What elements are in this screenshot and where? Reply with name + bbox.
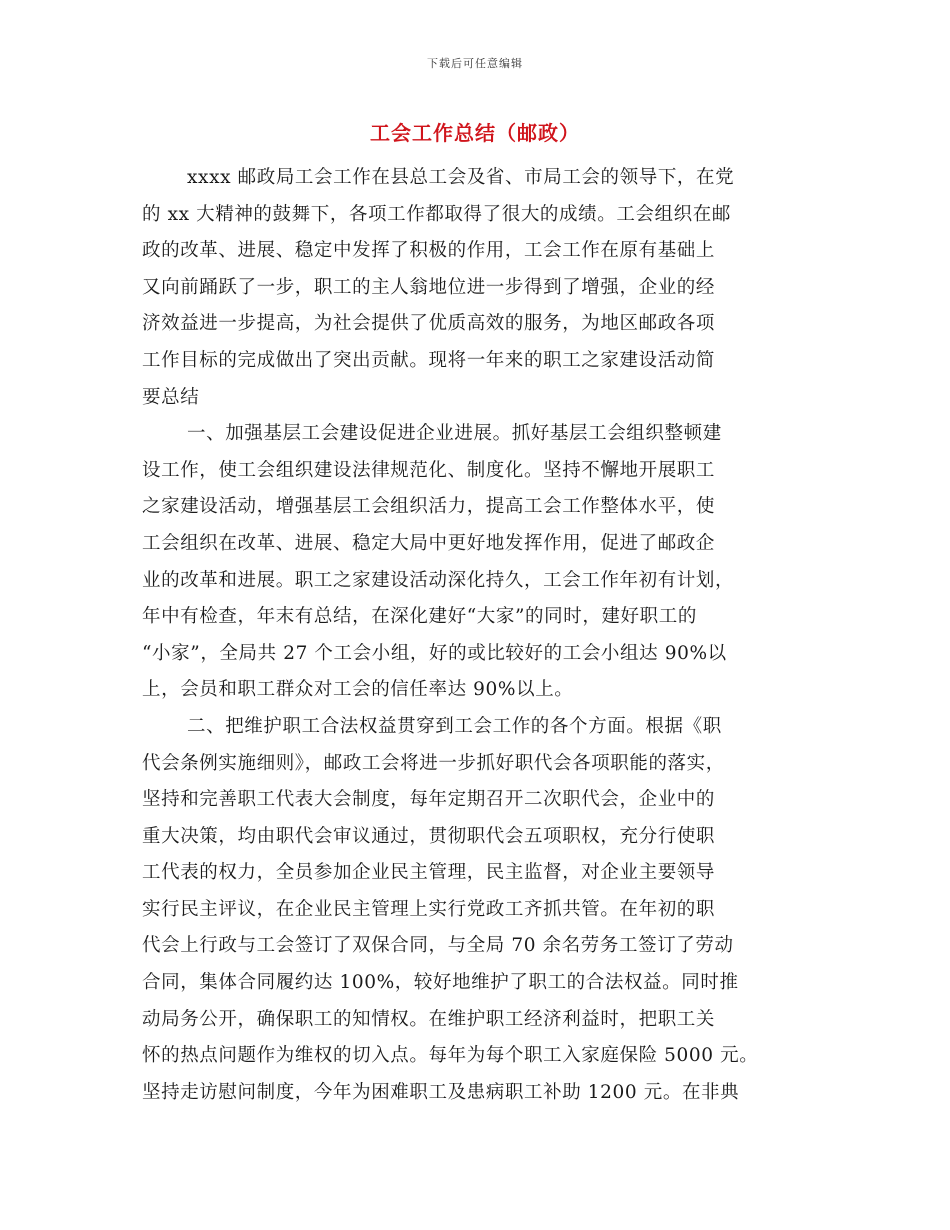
body-line: 代会条例实施细则》，邮政工会将进一步抓好职代会各项职能的落实， bbox=[142, 752, 725, 774]
body-line: 年中有检查，年末有总结，在深化建好“大家”的同时，建好职工的 bbox=[142, 606, 697, 628]
document-body bbox=[142, 160, 822, 1111]
body-line: 济效益进一步提高，为社会提供了优质高效的服务，为地区邮政各项 bbox=[142, 313, 716, 335]
body-line: 动局务公开，确保职工的知情权。在维护职工经济利益时，把职工关 bbox=[142, 1008, 716, 1030]
body-line: 业的改革和进展。职工之家建设活动深化持久，工会工作年初有计划， bbox=[142, 569, 735, 591]
body-line: 重大决策，均由职代会审议通过，贯彻职代会五项职权，充分行使职 bbox=[142, 825, 716, 847]
body-line: 政的改革、进展、稳定中发挥了积极的作用，工会工作在原有基础上 bbox=[142, 240, 716, 262]
body-line: 坚持和完善职工代表大会制度，每年定期召开二次职代会，企业中的 bbox=[142, 789, 716, 811]
body-line: 代会上行政与工会签订了双保合同，与全局 70 余名劳务工签订了劳动 bbox=[142, 935, 734, 957]
body-line: 设工作，使工会组织建设法律规范化、制度化。坚持不懈地开展职工 bbox=[142, 459, 716, 481]
page-header-note: 下载后可任意编辑 bbox=[427, 57, 523, 70]
body-line: 要总结 bbox=[142, 386, 200, 408]
section-heading-line: 一、加强基层工会建设促进企业进展。抓好基层工会组织整顿建 bbox=[187, 423, 722, 445]
document-title: 工会工作总结（邮政） bbox=[370, 121, 580, 145]
body-line: 工作目标的完成做出了突出贡献。现将一年来的职工之家建设活动简 bbox=[142, 349, 716, 371]
body-line: 工会组织在改革、进展、稳定大局中更好地发挥作用，促进了邮政企 bbox=[142, 532, 716, 554]
body-line: 实行民主评议，在企业民主管理上实行党政工齐抓共管。在年初的职 bbox=[142, 898, 716, 920]
body-line: 上，会员和职工群众对工会的信任率达 90%以上。 bbox=[142, 679, 574, 701]
body-line: 合同，集体合同履约达 100%，较好地维护了职工的合法权益。同时推 bbox=[142, 972, 739, 994]
body-line: 工代表的权力，全员参加企业民主管理，民主监督，对企业主要领导 bbox=[142, 862, 716, 884]
body-line: “小家”，全局共 27 个工会小组，好的或比较好的工会小组达 90%以 bbox=[142, 642, 727, 664]
body-line: xxxx 邮政局工会工作在县总工会及省、市局工会的领导下，在党 bbox=[187, 167, 735, 188]
section-heading-line: 二、把维护职工合法权益贯穿到工会工作的各个方面。根据《职 bbox=[187, 715, 722, 737]
body-line: 之家建设活动，增强基层工会组织活力，提高工会工作整体水平，使 bbox=[142, 496, 716, 518]
body-line: 又向前踊跃了一步，职工的主人翁地位进一步得到了增强，企业的经 bbox=[142, 276, 716, 298]
body-line: 的 xx 大精神的鼓舞下，各项工作都取得了很大的成绩。工会组织在邮 bbox=[142, 203, 731, 225]
body-line: 坚持走访慰问制度，今年为困难职工及患病职工补助 1200 元。在非典 bbox=[142, 1081, 740, 1103]
body-line: 怀的热点问题作为维权的切入点。每年为每个职工入家庭保险 5000 元。 bbox=[142, 1045, 759, 1067]
